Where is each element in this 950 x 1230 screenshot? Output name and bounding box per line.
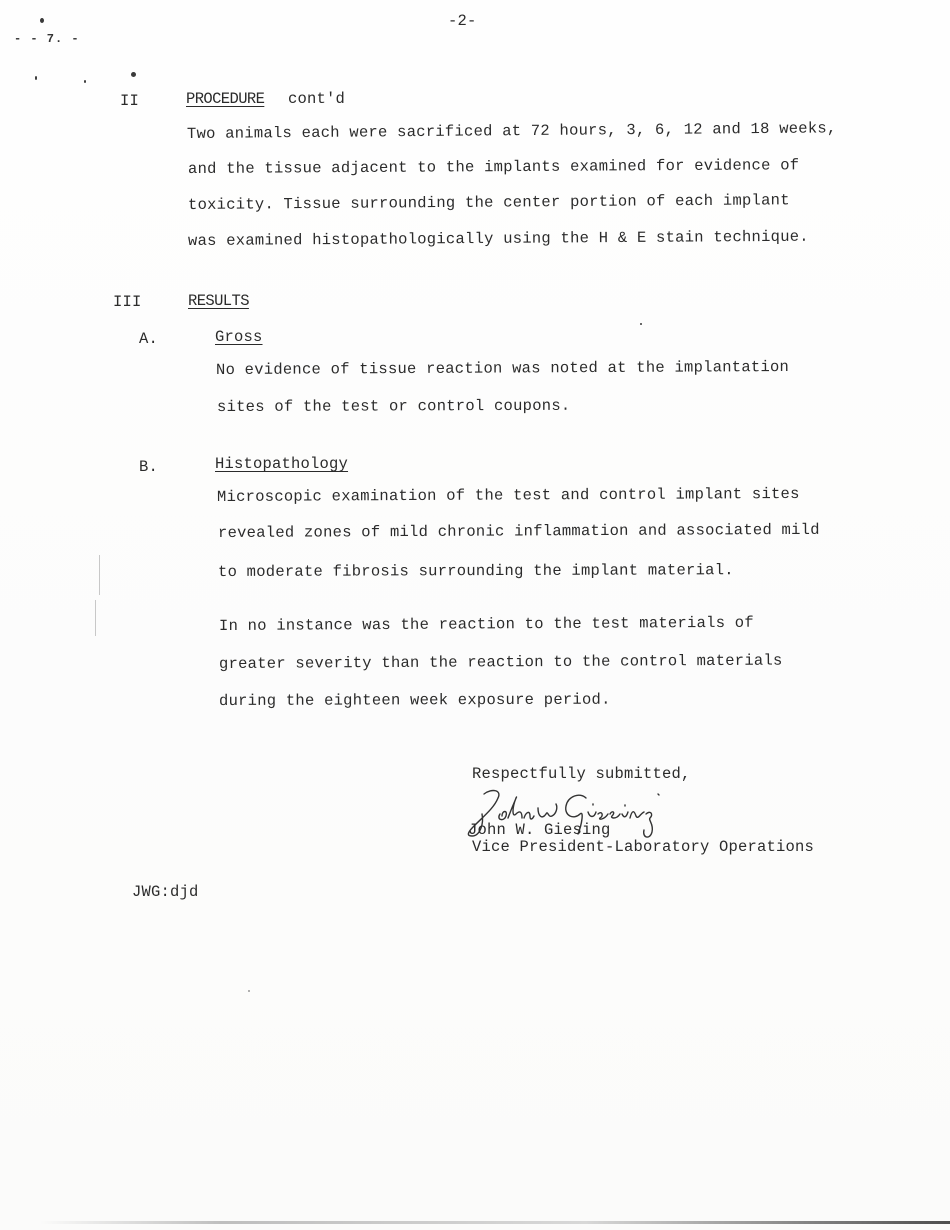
histopathology-line: In no instance was the reaction to the test materials of bbox=[218, 613, 754, 635]
section-numeral-results: III bbox=[113, 293, 142, 311]
ink-speck bbox=[248, 990, 250, 992]
margin-mark bbox=[95, 600, 96, 636]
procedure-line: was examined histopathologically using the H & E stain technique. bbox=[187, 227, 809, 250]
typist-initials: JWG:djd bbox=[132, 883, 199, 901]
subsection-letter-histopathology: B. bbox=[139, 458, 159, 476]
ink-speck bbox=[84, 80, 86, 83]
ink-speck bbox=[40, 18, 44, 23]
histopathology-line: to moderate fibrosis surrounding the implant material. bbox=[217, 561, 734, 581]
procedure-line: toxicity. Tissue surrounding the center portion of each implant bbox=[187, 191, 790, 214]
corner-mark: - - 7. - bbox=[14, 32, 80, 46]
procedure-line: and the tissue adjacent to the implants examined for evidence of bbox=[187, 156, 800, 178]
page-bottom-edge bbox=[40, 1221, 950, 1224]
signer-title: Vice President-Laboratory Operations bbox=[472, 838, 815, 856]
signer-name: John W. Giesing bbox=[468, 821, 611, 839]
margin-mark bbox=[99, 555, 100, 595]
results-heading: RESULTS bbox=[188, 292, 249, 310]
subsection-letter-gross: A. bbox=[139, 330, 159, 348]
histopathology-line: revealed zones of mild chronic inflammation and associated mild bbox=[217, 520, 820, 542]
closing-salutation: Respectfully submitted, bbox=[472, 765, 691, 783]
procedure-heading: PROCEDURE bbox=[186, 90, 265, 108]
histopathology-line: during the eighteen week exposure period. bbox=[218, 690, 611, 710]
gross-line: sites of the test or control coupons. bbox=[216, 396, 571, 416]
histopathology-heading: Histopathology bbox=[215, 455, 349, 473]
procedure-heading-suffix: cont'd bbox=[288, 90, 346, 108]
gross-line: No evidence of tissue reaction was noted at the implantation bbox=[215, 357, 790, 379]
ink-speck bbox=[131, 72, 136, 77]
section-numeral-procedure: II bbox=[120, 92, 140, 110]
procedure-line: Two animals each were sacrificed at 72 hours, 3, 6, 12 and 18 weeks, bbox=[186, 119, 837, 143]
histopathology-line: greater severity than the reaction to the control materials bbox=[218, 651, 783, 673]
page-number: -2- bbox=[448, 12, 477, 30]
ink-speck bbox=[640, 323, 642, 325]
gross-heading: Gross bbox=[215, 328, 263, 346]
histopathology-line: Microscopic examination of the test and control implant sites bbox=[216, 484, 800, 506]
ink-speck bbox=[35, 76, 37, 80]
